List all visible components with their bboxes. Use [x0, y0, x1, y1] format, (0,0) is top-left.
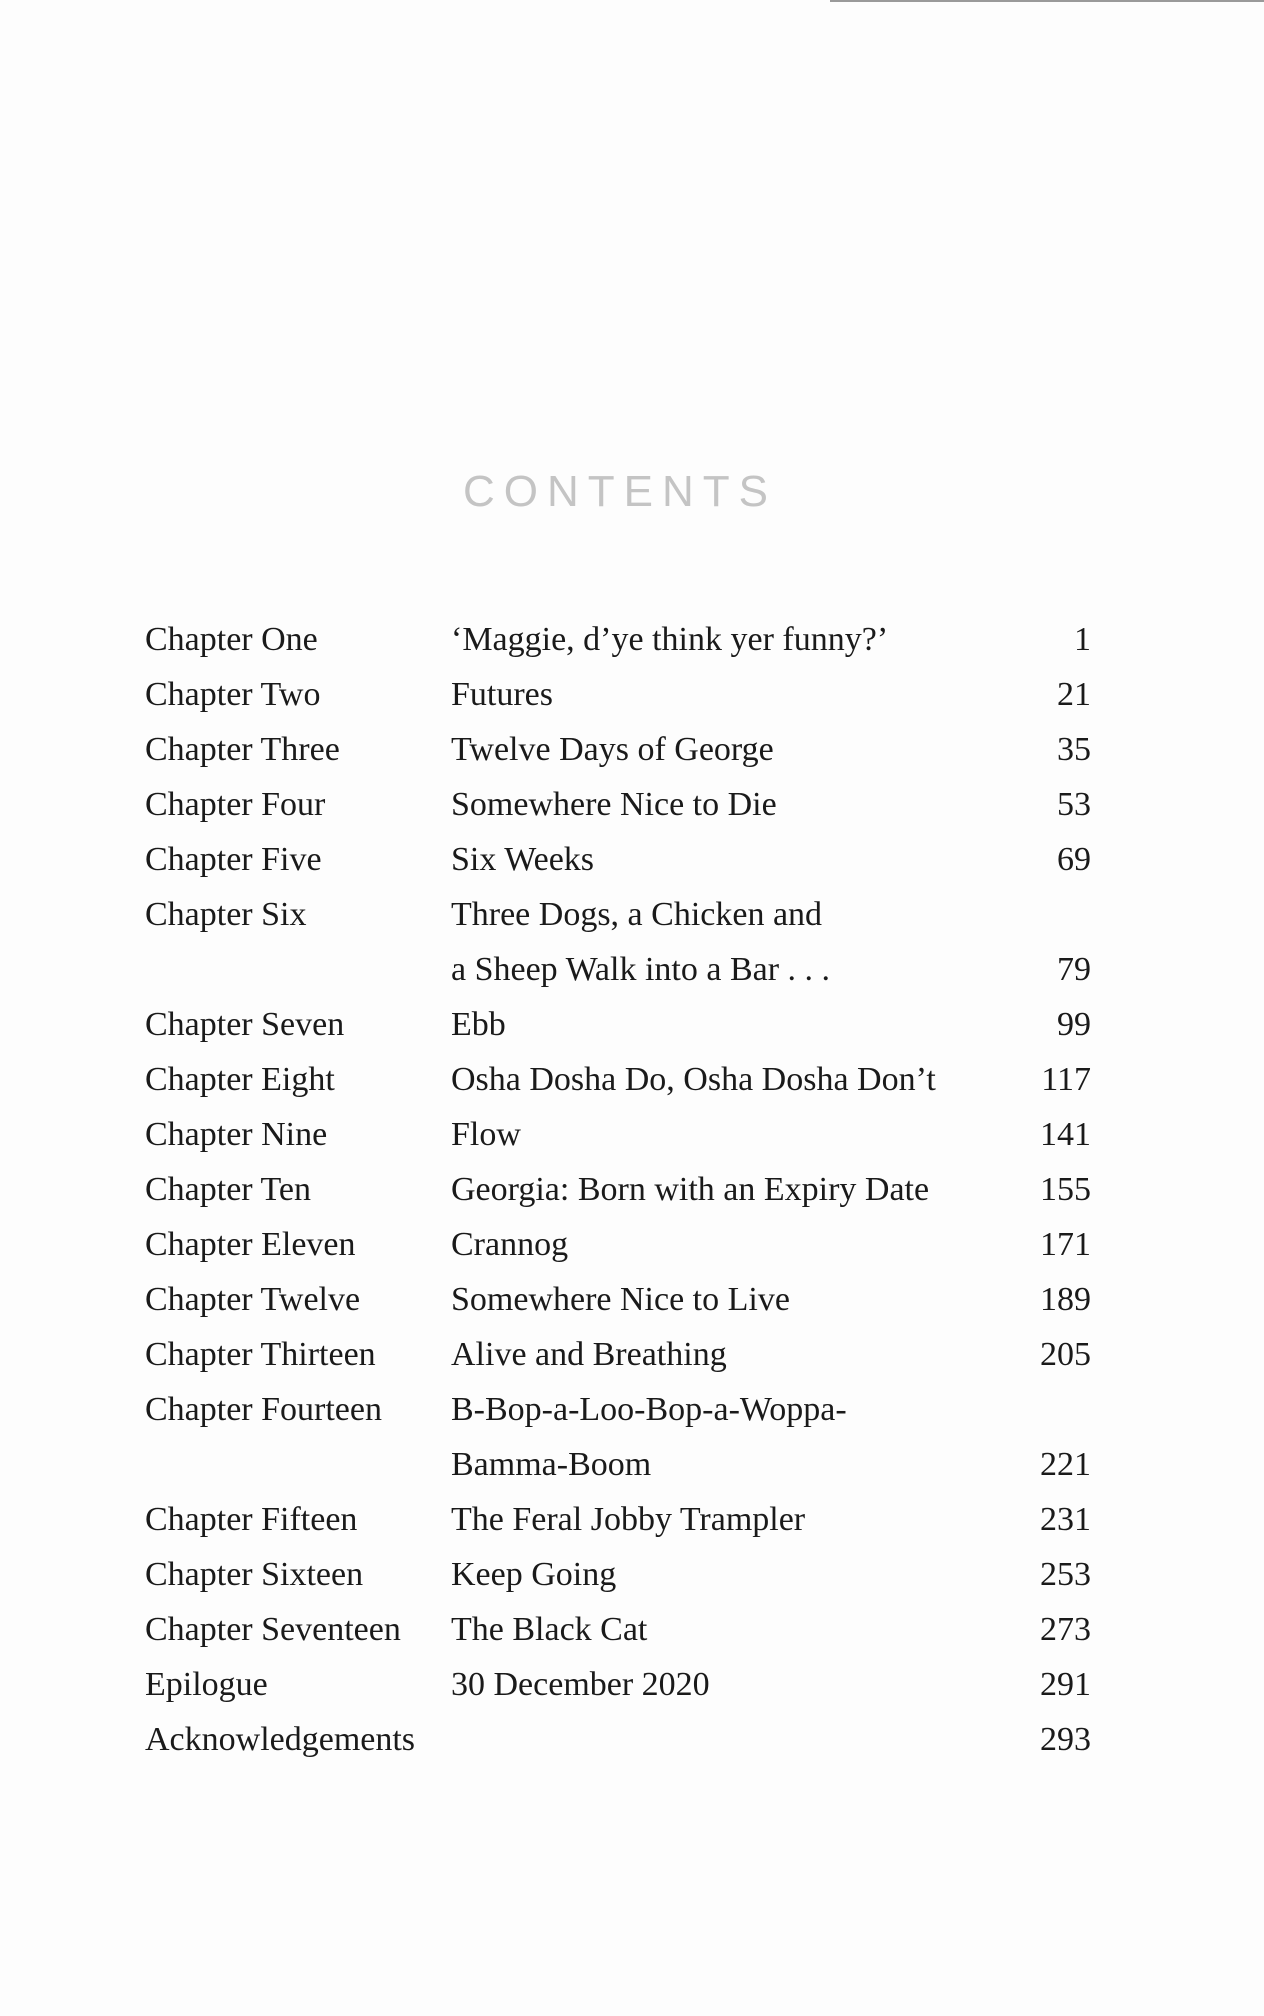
top-edge-rule	[830, 0, 1264, 2]
toc-page-number: 53	[1057, 786, 1091, 823]
toc-entry	[145, 777, 1091, 832]
toc-page-number: 69	[1057, 841, 1091, 878]
toc-entry	[145, 1107, 1091, 1162]
toc-title-line: Alive and Breathing	[451, 1336, 727, 1373]
toc-title-line: Somewhere Nice to Live	[451, 1281, 790, 1318]
toc-chapter-title	[451, 777, 991, 832]
toc-chapter-title	[451, 997, 991, 1052]
toc-chapter-label: Chapter Eight	[145, 1061, 335, 1098]
toc-entry	[145, 887, 1091, 997]
toc-page-number: 253	[1040, 1556, 1091, 1593]
toc-title-line: Futures	[451, 676, 553, 713]
toc-title-line: ‘Maggie, d’ye think yer funny?’	[451, 621, 889, 658]
toc-chapter-label: Chapter Fifteen	[145, 1501, 358, 1538]
toc-entry	[145, 832, 1091, 887]
toc-chapter-label: Chapter Nine	[145, 1116, 328, 1153]
toc-entry	[145, 1657, 1091, 1712]
toc-page-number: 205	[1040, 1336, 1091, 1373]
toc-page-number: 117	[1041, 1061, 1091, 1098]
toc-page-number: 293	[1040, 1721, 1091, 1758]
toc-title-line: Keep Going	[451, 1556, 617, 1593]
toc-entry	[145, 1382, 1091, 1492]
toc-page-number: 171	[1040, 1226, 1091, 1263]
toc-chapter-label: Chapter Six	[145, 896, 307, 933]
toc-title-line: Three Dogs, a Chicken and	[451, 896, 823, 933]
toc-entry	[145, 1602, 1091, 1657]
toc-chapter-label: Epilogue	[145, 1666, 268, 1703]
toc-chapter-label: Chapter Seventeen	[145, 1611, 401, 1648]
toc-chapter-label: Chapter Sixteen	[145, 1556, 364, 1593]
toc-chapter-title	[451, 612, 991, 667]
toc-chapter-label: Chapter Two	[145, 676, 321, 713]
toc-title-line: Twelve Days of George	[451, 731, 774, 768]
toc-entry	[145, 997, 1091, 1052]
toc-entry	[145, 1547, 1091, 1602]
toc-page-number: 189	[1040, 1281, 1091, 1318]
toc-title-line: Osha Dosha Do, Osha Dosha Don’t	[451, 1061, 936, 1098]
toc-entry	[145, 1162, 1091, 1217]
toc-chapter-title	[451, 1382, 991, 1492]
toc-chapter-title	[451, 667, 991, 722]
toc-chapter-title	[451, 1052, 991, 1107]
toc-entry	[145, 1272, 1091, 1327]
toc-page-number: 79	[1057, 951, 1091, 988]
toc-chapter-label: Chapter Four	[145, 786, 326, 823]
toc-title-line: Georgia: Born with an Expiry Date	[451, 1171, 930, 1208]
toc-page-number: 221	[1040, 1446, 1091, 1483]
toc-title-line: The Feral Jobby Trampler	[451, 1501, 806, 1538]
toc-chapter-title	[451, 722, 991, 777]
toc-chapter-title	[451, 1162, 991, 1217]
toc-title-line: Crannog	[451, 1226, 569, 1263]
toc-entry	[145, 1052, 1091, 1107]
toc-chapter-label: Chapter Fourteen	[145, 1391, 382, 1428]
toc-entry	[145, 1712, 1091, 1767]
toc-entry	[145, 722, 1091, 777]
toc-title-line: Bamma-Boom	[451, 1446, 652, 1483]
toc-chapter-title	[451, 887, 991, 997]
toc-chapter-label: Acknowledgements	[145, 1721, 416, 1758]
toc-title-line: Six Weeks	[451, 841, 595, 878]
toc-chapter-title	[451, 1107, 991, 1162]
toc-page-number: 35	[1057, 731, 1091, 768]
toc-chapter-label: Chapter Three	[145, 731, 340, 768]
toc-chapter-title	[451, 1327, 991, 1382]
toc-chapter-title	[451, 1492, 991, 1547]
toc-title-line: 30 December 2020	[451, 1666, 710, 1703]
toc-title-line: B-Bop-a-Loo-Bop-a-Woppa-	[451, 1391, 847, 1428]
toc-chapter-title	[451, 1547, 991, 1602]
toc-chapter-title	[451, 1217, 991, 1272]
toc-entry	[145, 1327, 1091, 1382]
toc-chapter-title	[451, 832, 991, 887]
toc-entry	[145, 1217, 1091, 1272]
toc-title-line: The Black Cat	[451, 1611, 648, 1648]
toc-chapter-label: Chapter Thirteen	[145, 1336, 376, 1373]
toc-title-line: Somewhere Nice to Die	[451, 786, 777, 823]
toc-page-number: 1	[1074, 621, 1091, 658]
toc-chapter-title	[451, 1602, 991, 1657]
toc-chapter-title	[451, 1272, 991, 1327]
toc-chapter-label: Chapter Twelve	[145, 1281, 361, 1318]
page-title: CONTENTS	[463, 467, 777, 517]
toc-page-number: 273	[1040, 1611, 1091, 1648]
toc-title-line: Ebb	[451, 1006, 506, 1043]
toc-page-number: 231	[1040, 1501, 1091, 1538]
toc-entry	[145, 1492, 1091, 1547]
toc-chapter-label: Chapter Five	[145, 841, 322, 878]
toc-chapter-title	[451, 1657, 991, 1712]
toc-chapter-label: Chapter Ten	[145, 1171, 311, 1208]
toc-chapter-label: Chapter Eleven	[145, 1226, 356, 1263]
toc-entry	[145, 612, 1091, 667]
table-of-contents	[145, 612, 1091, 1767]
toc-title-line: Flow	[451, 1116, 521, 1153]
toc-chapter-label: Chapter Seven	[145, 1006, 345, 1043]
toc-page-number: 21	[1057, 676, 1091, 713]
toc-page-number: 155	[1040, 1171, 1091, 1208]
toc-page-number: 291	[1040, 1666, 1091, 1703]
toc-chapter-label: Chapter One	[145, 621, 318, 658]
toc-page-number: 141	[1040, 1116, 1091, 1153]
toc-page-number: 99	[1057, 1006, 1091, 1043]
toc-title-line: a Sheep Walk into a Bar . . .	[451, 951, 831, 988]
toc-entry	[145, 667, 1091, 722]
